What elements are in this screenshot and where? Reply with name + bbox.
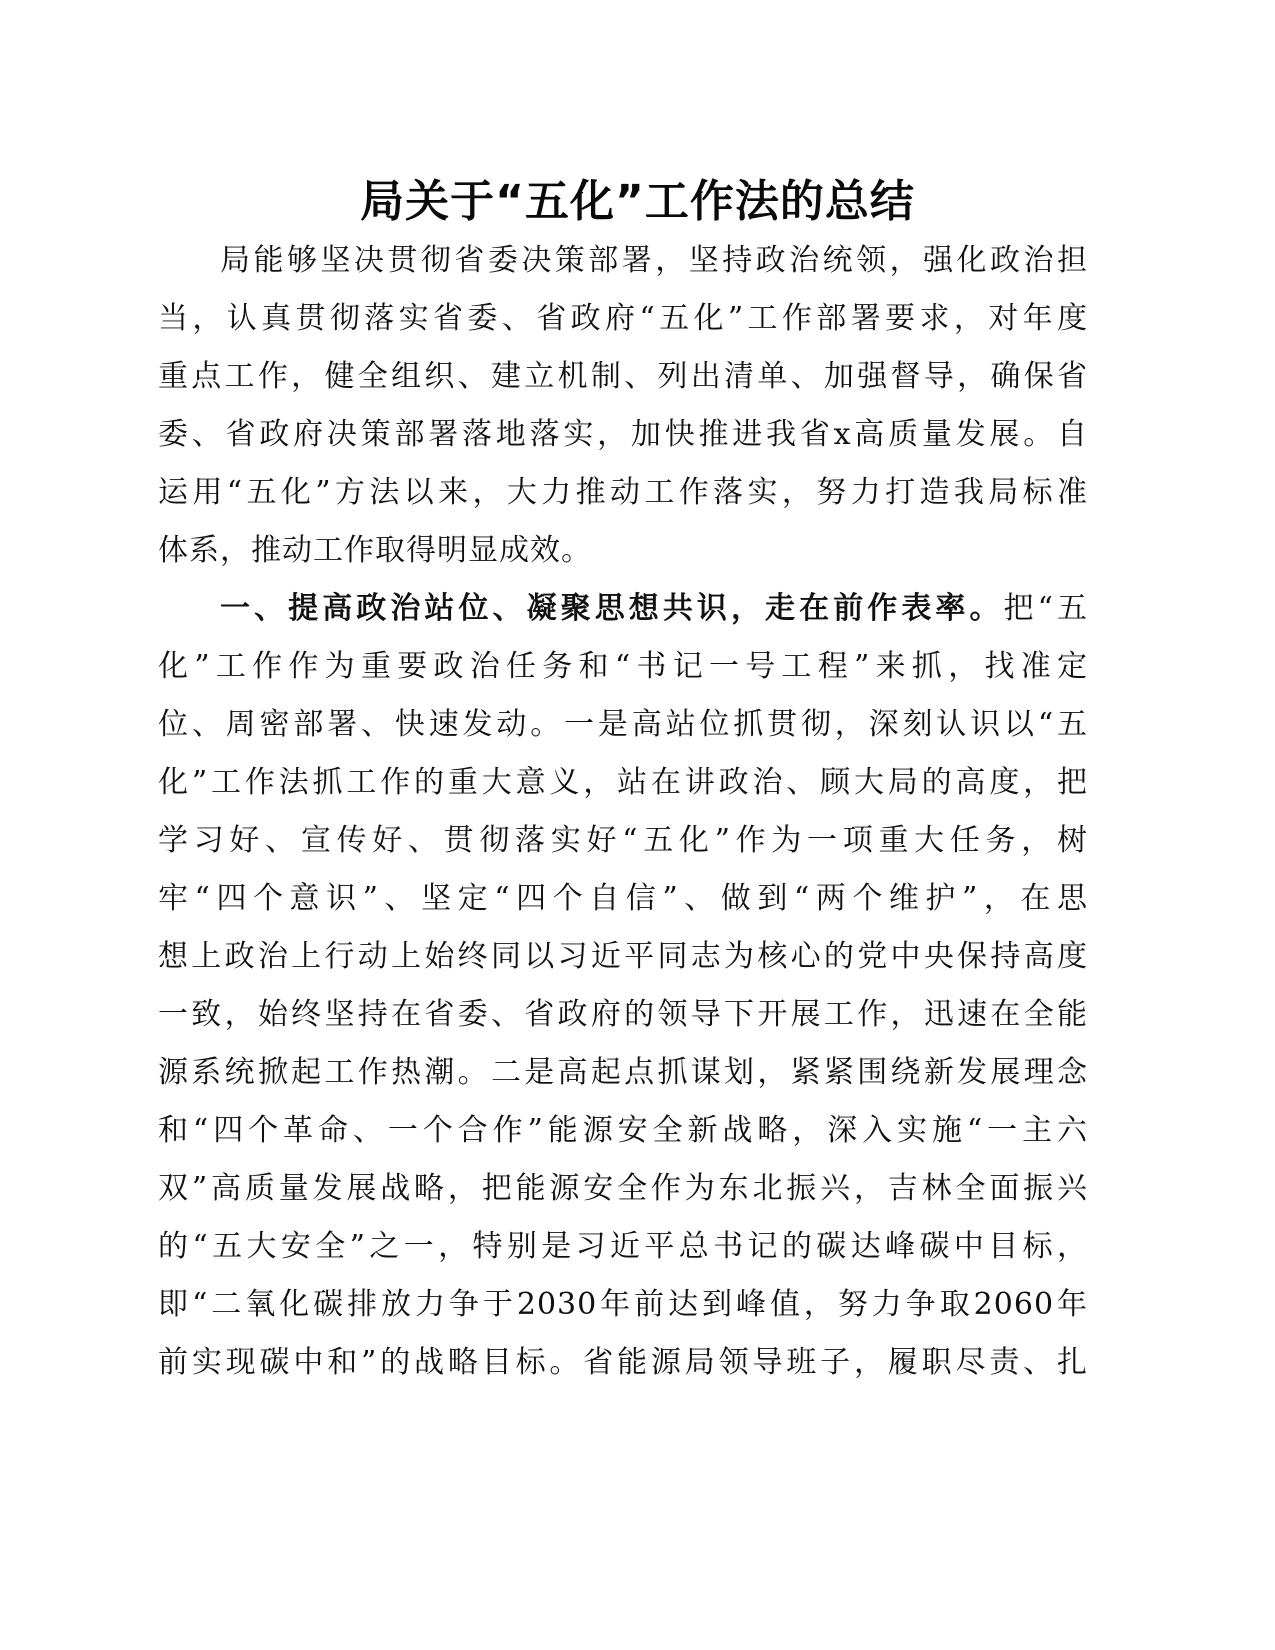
paragraph-line: 学习好、宣传好、贯彻落实好“五化”作为一项重大任务，树 [158,823,1088,858]
paragraph-line: 的“五大安全”之一，特别是习近平总书记的碳达峰碳中目标， [158,1229,1088,1264]
paragraph-line: 前实现碳中和”的战略目标。省能源局领导班子，履职尽责、扎 [158,1345,1088,1380]
paragraph-line: 位、周密部署、快速发动。一是高站位抓贯彻，深刻认识以“五 [158,707,1088,742]
paragraph-line: 想上政治上行动上始终同以习近平同志为核心的党中央保持高度 [158,939,1088,974]
section-heading: 一、提高政治站位、凝聚思想共识，走在前作表率。 [220,591,1004,626]
paragraph-line: 牢“四个意识”、坚定“四个自信”、做到“两个维护”，在思 [158,881,1088,916]
paragraph-line: 局能够坚决贯彻省委决策部署，坚持政治统领，强化政治担 [220,243,1088,278]
paragraph-line: 源系统掀起工作热潮。二是高起点抓谋划，紧紧围绕新发展理念 [158,1055,1088,1090]
paragraph-line: 双”高质量发展战略，把能源安全作为东北振兴，吉林全面振兴 [158,1171,1088,1206]
section-heading-line [158,580,1088,638]
paragraph-line: 化”工作作为重要政治任务和“书记一号工程”来抓，找准定 [158,649,1088,684]
paragraph-line: 体系，推动工作取得明显成效。 [158,533,592,568]
paragraph-line: 运用“五化”方法以来，大力推动工作落实，努力打造我局标准 [158,475,1088,510]
section-heading-rest: 把“五 [1003,591,1089,626]
paragraph-line: 和“四个革命、一个合作”能源安全新战略，深入实施“一主六 [158,1113,1088,1148]
paragraph-line: 重点工作，健全组织、建立机制、列出清单、加强督导，确保省 [158,359,1088,394]
page-title: 局关于“五化”工作法的总结 [360,176,915,227]
paragraph-line: 化”工作法抓工作的重大意义，站在讲政治、顾大局的高度，把 [158,765,1088,800]
paragraph-line: 一致，始终坚持在省委、省政府的领导下开展工作，迅速在全能 [158,997,1088,1032]
paragraph-line: 委、省政府决策部署落地落实，加快推进我省x高质量发展。自 [158,417,1088,452]
document-body [158,232,1088,1392]
paragraph-line: 即“二氧化碳排放力争于2030年前达到峰值，努力争取2060年 [158,1287,1088,1322]
paragraph-line: 当，认真贯彻落实省委、省政府“五化”工作部署要求，对年度 [158,301,1088,336]
